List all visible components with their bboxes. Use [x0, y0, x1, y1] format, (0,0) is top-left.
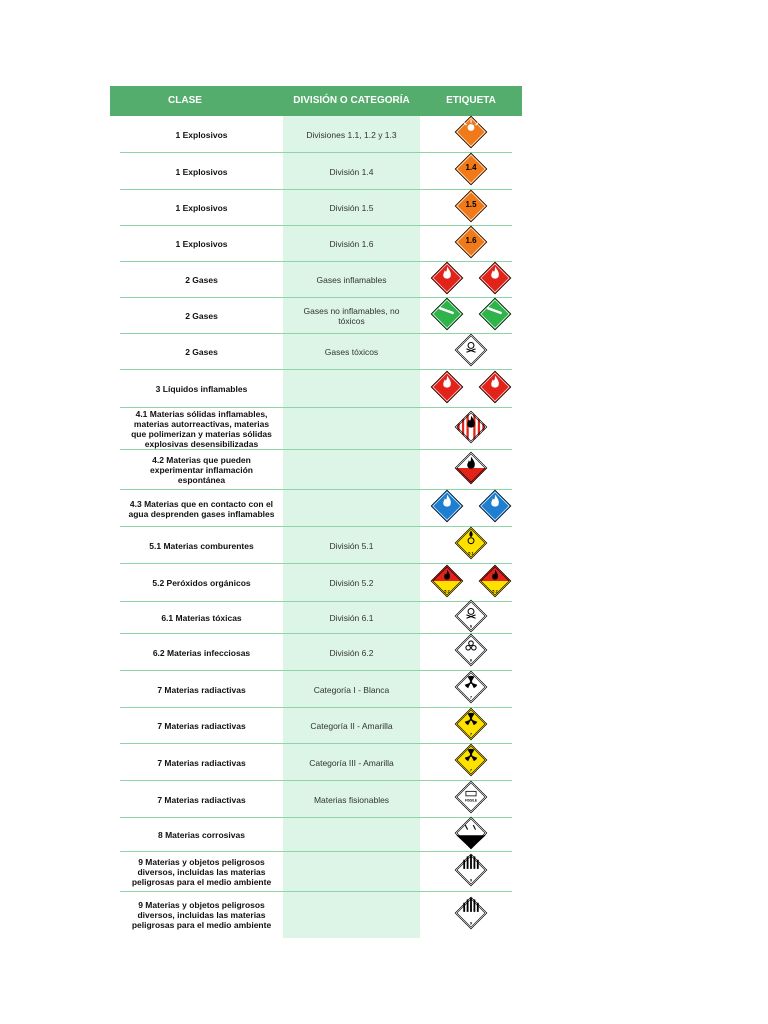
table-row	[110, 852, 522, 892]
radiation-icon	[454, 743, 488, 777]
hazard-label	[430, 489, 464, 528]
division-cell: División 6.2	[329, 647, 374, 658]
division-cell: División 5.1	[329, 540, 374, 551]
hazard-label-text: 7	[469, 730, 473, 736]
biohazard-icon	[454, 633, 488, 667]
header-etiqueta: ETIQUETA	[446, 95, 496, 106]
clase-cell: 5.2 Peróxidos orgánicos	[152, 578, 251, 588]
hazard-label-text: 5.2	[492, 587, 498, 593]
hazard-label	[454, 152, 488, 191]
clase-cell: 2 Gases	[185, 275, 218, 285]
etiqueta-cell	[420, 744, 522, 781]
oxidizer-icon	[454, 526, 488, 560]
flame-striped-icon	[454, 410, 488, 444]
hazard-label-text: 9	[469, 919, 473, 925]
etiqueta-cell	[420, 116, 522, 153]
header-clase: CLASE	[168, 95, 202, 106]
flame-icon	[430, 489, 464, 523]
division-cell: Gases no inflamables, no tóxicos	[303, 306, 400, 326]
clase-cell: 9 Materias y objetos peligrosos diversos, incluidas las materias peligrosas para el medio ambiente	[131, 900, 272, 930]
table-header	[110, 86, 522, 116]
hazard-label	[454, 225, 488, 264]
division-cell	[283, 818, 420, 852]
clase-cell: 3 Líquidos inflamables	[155, 384, 248, 394]
table-row	[110, 781, 522, 818]
etiqueta-cell	[420, 892, 522, 938]
etiqueta-cell	[420, 153, 522, 190]
division-cell: Gases tóxicos	[324, 347, 379, 357]
hazard-label	[454, 707, 488, 746]
flame-icon	[430, 370, 464, 404]
table-row	[110, 818, 522, 852]
miscellaneous-stripes-icon	[454, 853, 488, 887]
hazard-label	[478, 261, 512, 300]
hazard-label	[454, 896, 488, 935]
clase-cell: 5.1 Materias comburentes	[149, 540, 254, 551]
division-cell: División 5.2	[329, 578, 374, 588]
hazard-label	[454, 526, 488, 565]
hazard-label	[430, 261, 464, 300]
hazard-label	[430, 297, 464, 336]
division-cell: División 1.5	[329, 203, 374, 213]
flame-spontaneous-icon	[454, 451, 488, 485]
etiqueta-cell	[420, 671, 522, 708]
division-cell	[283, 450, 420, 490]
hazard-label	[478, 564, 512, 603]
etiqueta-cell	[420, 334, 522, 370]
hazard-label	[430, 370, 464, 409]
etiqueta-cell	[420, 634, 522, 671]
division-cell: División 6.1	[329, 613, 374, 623]
header-division: DIVISIÓN O CATEGORÍA	[293, 95, 410, 106]
hazard-label	[454, 633, 488, 672]
explosive-1-6-icon	[454, 225, 488, 259]
division-cell	[283, 408, 420, 450]
etiqueta-cell	[420, 298, 522, 334]
clase-cell: 4.3 Materias que en contacto con el agua desprenden gases inflamables	[128, 498, 275, 519]
etiqueta-cell	[420, 602, 522, 634]
hazard-label-text: 7	[469, 767, 473, 773]
skull-icon	[454, 599, 488, 633]
table-row	[110, 892, 522, 938]
explosive-1-4-icon	[454, 152, 488, 186]
etiqueta-cell	[420, 370, 522, 408]
clase-cell: 7 Materias radiactivas	[157, 757, 246, 768]
table-row	[110, 408, 522, 450]
table-row	[110, 226, 522, 262]
flame-icon	[478, 261, 512, 295]
table-row	[110, 153, 522, 190]
clase-cell: 7 Materias radiactivas	[157, 721, 246, 731]
etiqueta-cell	[420, 852, 522, 892]
division-cell: División 1.6	[329, 239, 374, 249]
clase-cell: 8 Materias corrosivas	[158, 830, 245, 840]
hazard-label-text: 5.2	[444, 587, 450, 593]
table-row	[110, 527, 522, 564]
lithium-battery-icon	[454, 896, 488, 930]
etiqueta-cell	[420, 190, 522, 226]
clase-cell: 1 Explosivos	[175, 166, 228, 177]
etiqueta-cell	[420, 408, 522, 450]
division-cell: Categoría II - Amarilla	[310, 721, 393, 731]
hazard-label	[430, 564, 464, 603]
division-cell	[283, 370, 420, 408]
hazard-label-text: 6	[469, 657, 473, 663]
division-cell: División 1.4	[329, 166, 374, 177]
division-cell	[283, 892, 420, 938]
corrosive-icon	[454, 816, 488, 850]
hazard-label	[478, 297, 512, 336]
division-cell: Gases inflamables	[316, 275, 387, 285]
skull-icon	[454, 333, 488, 367]
clase-cell: 7 Materias radiactivas	[157, 794, 246, 805]
gas-cylinder-icon	[478, 297, 512, 331]
division-cell	[283, 852, 420, 892]
etiqueta-cell	[420, 450, 522, 490]
table-row	[110, 634, 522, 671]
table-row	[110, 744, 522, 781]
division-cell: Categoría III - Amarilla	[309, 757, 394, 768]
hazard-label-text: 1.4	[465, 163, 477, 173]
table-row	[110, 334, 522, 370]
hazard-label	[454, 115, 488, 154]
organic-peroxide-icon	[430, 564, 464, 598]
table-row	[110, 490, 522, 527]
etiqueta-cell	[420, 708, 522, 744]
hazard-label	[454, 410, 488, 449]
radiation-icon	[454, 707, 488, 741]
division-cell: Categoría I - Blanca	[313, 684, 390, 695]
table-row	[110, 298, 522, 334]
etiqueta-cell	[420, 564, 522, 602]
hazard-label	[454, 743, 488, 782]
table-row	[110, 450, 522, 490]
clase-cell: 2 Gases	[185, 311, 218, 321]
table-row	[110, 262, 522, 298]
hazard-label-text: 1.6	[465, 235, 477, 245]
hazard-label-text: 8	[469, 839, 473, 845]
hazard-label	[478, 489, 512, 528]
hazard-label-text: 1.5	[465, 199, 477, 209]
hazard-label	[454, 189, 488, 228]
explosive-bomb-icon	[454, 115, 488, 149]
fissile-icon	[454, 780, 488, 814]
clase-cell: 7 Materias radiactivas	[157, 684, 246, 695]
hazard-label	[478, 370, 512, 409]
table-row	[110, 708, 522, 744]
clase-cell: 6.2 Materias infecciosas	[152, 647, 251, 658]
clase-cell: 9 Materias y objetos peligrosos diversos, incluidas las materias peligrosas para el medio ambiente	[131, 857, 272, 887]
hazard-label	[454, 853, 488, 892]
hazard-label-text: 9	[469, 876, 473, 882]
hazard-label	[454, 670, 488, 709]
hazard-label-text: FISSILE	[465, 798, 477, 803]
table-row	[110, 564, 522, 602]
etiqueta-cell	[420, 818, 522, 852]
flame-icon	[430, 261, 464, 295]
hazard-label	[454, 816, 488, 855]
gas-cylinder-icon	[430, 297, 464, 331]
hazard-label	[454, 451, 488, 490]
clase-cell: 1 Explosivos	[175, 239, 228, 249]
flame-icon	[478, 370, 512, 404]
clase-cell: 4.2 Materias que pueden experimentar inflamación espontánea	[150, 455, 253, 485]
etiqueta-cell	[420, 527, 522, 564]
hazard-label	[454, 780, 488, 819]
flame-icon	[478, 489, 512, 523]
table-row	[110, 370, 522, 408]
division-cell: Divisiones 1.1, 1.2 y 1.3	[306, 129, 397, 140]
table-row	[110, 190, 522, 226]
radiation-icon	[454, 670, 488, 704]
organic-peroxide-icon	[478, 564, 512, 598]
clase-cell: 6.1 Materias tóxicas	[161, 613, 242, 623]
division-cell: Materias fisionables	[313, 794, 390, 805]
clase-cell: 1 Explosivos	[175, 203, 228, 213]
division-cell	[283, 490, 420, 527]
hazard-label-text: 7	[469, 694, 473, 700]
etiqueta-cell	[420, 226, 522, 262]
clase-cell: 1 Explosivos	[175, 129, 228, 140]
table-row	[110, 671, 522, 708]
hazard-label-text: 5.1	[468, 550, 474, 556]
etiqueta-cell	[420, 490, 522, 527]
hazard-classes-table	[110, 86, 522, 938]
table-row	[110, 602, 522, 634]
clase-cell: 4.1 Materias sólidas inflamables, materias autorreactivas, materias que polimerizan y materias sólidas explosivas desensibilizadas	[131, 409, 272, 449]
clase-cell: 2 Gases	[185, 347, 218, 357]
etiqueta-cell	[420, 781, 522, 818]
hazard-label	[454, 599, 488, 638]
hazard-label-text: 6	[469, 622, 473, 628]
explosive-1-5-icon	[454, 189, 488, 223]
hazard-label	[454, 333, 488, 372]
etiqueta-cell	[420, 262, 522, 298]
table-row	[110, 116, 522, 153]
